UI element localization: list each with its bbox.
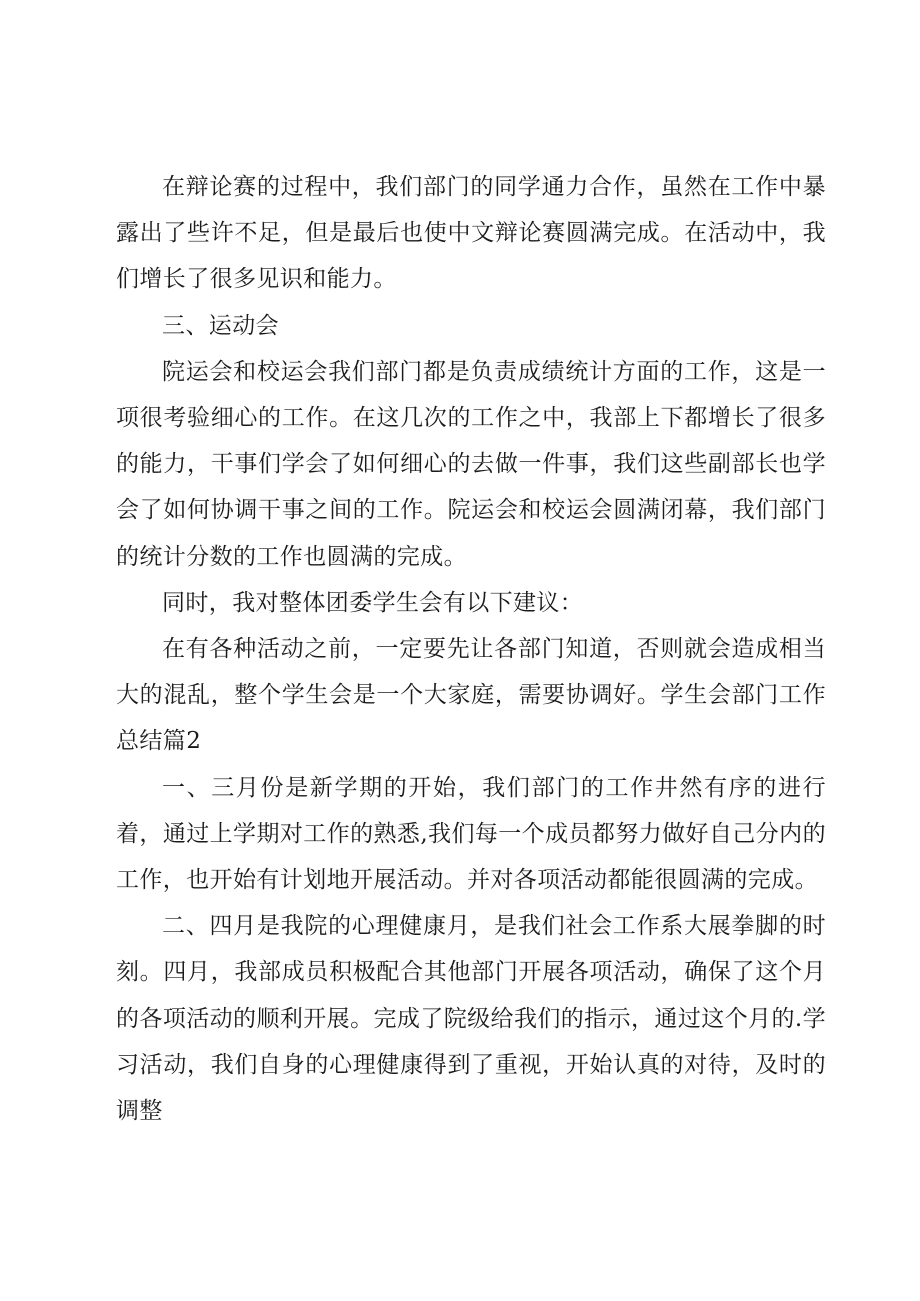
section-heading-sports-meet: 三、运动会 <box>162 312 279 339</box>
paragraph-suggestion-intro: 同时，我对整体团委学生会有以下建议： <box>162 589 584 616</box>
paragraph-sports-meet: 院运会和校运会我们部门都是负责成绩统计方面的工作，这是一项很考验细心的工作。在这几次的工作之中，我部上下都增长了很多的能力，干事们学会了如何细心的去做一件事，我们这些副部长也学会了如何协调干事之间的工作。院运会和校运会圆满闭幕，我们部门的统计分数的工作也圆满的完成。 <box>116 358 826 570</box>
paragraph-suggestion: 在有各种活动之前，一定要先让各部门知道，否则就会造成相当大的混乱，整个学生会是一个大家庭，需要协调好。学生会部门工作总结篇2 <box>116 636 826 755</box>
paragraph-march: 一、三月份是新学期的开始，我们部门的工作井然有序的进行着，通过上学期对工作的熟悉,我们每一个成员都努力做好自己分内的工作，也开始有计划地开展活动。并对各项活动都能很圆满的完成。 <box>116 774 826 894</box>
paragraph-debate-summary: 在辩论赛的过程中，我们部门的同学通力合作，虽然在工作中暴露出了些许不足，但是最后也使中文辩论赛圆满完成。在活动中，我们增长了很多见识和能力。 <box>116 174 826 293</box>
paragraph-april: 二、四月是我院的心理健康月，是我们社会工作系大展拳脚的时刻。四月，我部成员积极配合其他部门开展各项活动，确保了这个月的各项活动的顺利开展。完成了院级给我们的指示，通过这个月的.学习活动，我们自身的心理健康得到了重视，开始认真的对待，及时的调整 <box>116 913 826 1125</box>
document-body <box>116 164 826 1134</box>
